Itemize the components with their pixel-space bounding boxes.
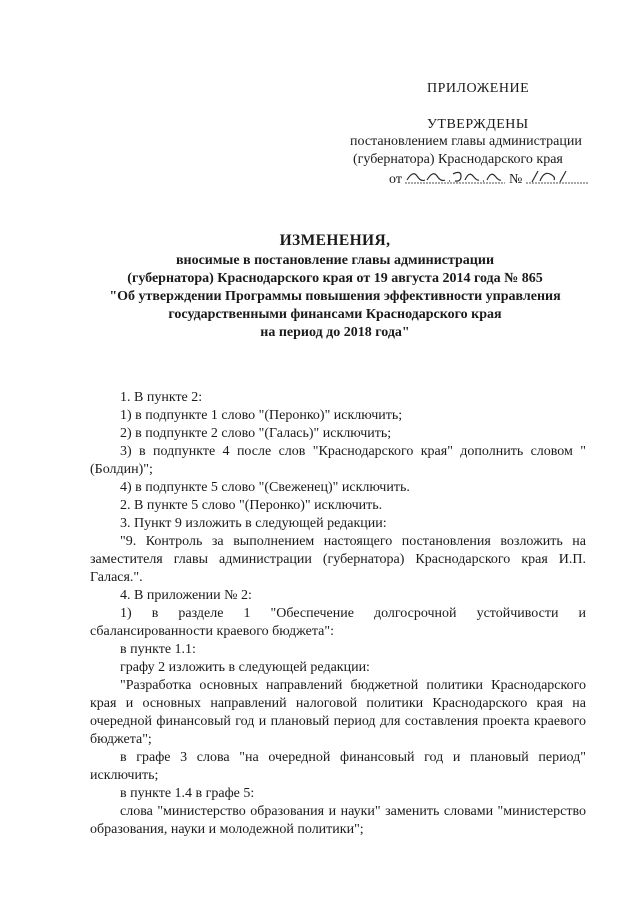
title-line: "Об утверждении Программы повышения эффективности управления — [109, 289, 561, 304]
title-main: ИЗМЕНЕНИЯ, — [279, 232, 391, 249]
approval-governor-line: (губернатора) Краснодарского края — [353, 152, 563, 167]
body-paragraph: слова "министерство образования и науки" заменить словами "министерство образования, науки и молодежной политики"; — [90, 804, 586, 837]
body-paragraph: "Разработка основных направлений бюджетной политики Краснодарского края и основных направлений налоговой политики Краснодарского края на очередной финансовый год и плановый период для составления проекта краевого бюджета"; — [90, 678, 586, 747]
body-paragraph: 2) в подпункте 2 слово "(Галась)" исключить; — [120, 426, 392, 441]
body-paragraph: 4) в подпункте 5 слово "(Свеженец)" исключить. — [120, 480, 410, 495]
body-paragraph: 3. Пункт 9 изложить в следующей редакции: — [120, 516, 387, 531]
body-paragraph: 3) в подпункте 4 после слов "Краснодарского края" дополнить словом "(Болдин)"; — [90, 444, 586, 477]
handwritten-date — [405, 168, 505, 186]
body-paragraph: 1. В пункте 2: — [120, 390, 203, 405]
body-paragraph: 1) в подпункте 1 слово "(Перонко)" исключить; — [120, 408, 403, 423]
approved-label: УТВЕРЖДЕНЫ — [427, 117, 529, 132]
date-prefix: от — [389, 172, 402, 187]
approval-resolution-line: постановлением главы администрации — [350, 134, 582, 149]
body-paragraph: графу 2 изложить в следующей редакции: — [120, 660, 370, 675]
title-line: (губернатора) Краснодарского края от 19 августа 2014 года № 865 — [127, 271, 543, 286]
body-paragraph: 4. В приложении № 2: — [120, 588, 252, 603]
document-title — [90, 232, 580, 342]
body-paragraph: 1) в разделе 1 "Обеспечение долгосрочной устойчивости и сбалансированности краевого бюджета": — [90, 606, 586, 639]
body-paragraph: в пункте 1.4 в графе 5: — [120, 786, 255, 801]
body-paragraph: "9. Контроль за выполнением настоящего постановления возложить на заместителя главы администрации (губернатора) Краснодарского края И.П. Галася.". — [90, 534, 586, 585]
title-line: на период до 2018 года" — [260, 325, 410, 340]
body-paragraph: в пункте 1.1: — [120, 642, 196, 657]
handwritten-number — [526, 168, 588, 186]
number-prefix: № — [508, 172, 523, 187]
title-line: государственными финансами Краснодарского края — [168, 307, 502, 322]
document-body — [90, 389, 586, 839]
body-paragraph: в графе 3 слова "на очередной финансовый год и плановый период" исключить; — [90, 750, 586, 783]
body-paragraph: 2. В пункте 5 слово "(Перонко)" исключить. — [120, 498, 383, 513]
appendix-label: ПРИЛОЖЕНИЕ — [427, 81, 530, 96]
approval-date-number-line — [389, 168, 588, 189]
title-line: вносимые в постановление главы администрации — [175, 253, 495, 268]
